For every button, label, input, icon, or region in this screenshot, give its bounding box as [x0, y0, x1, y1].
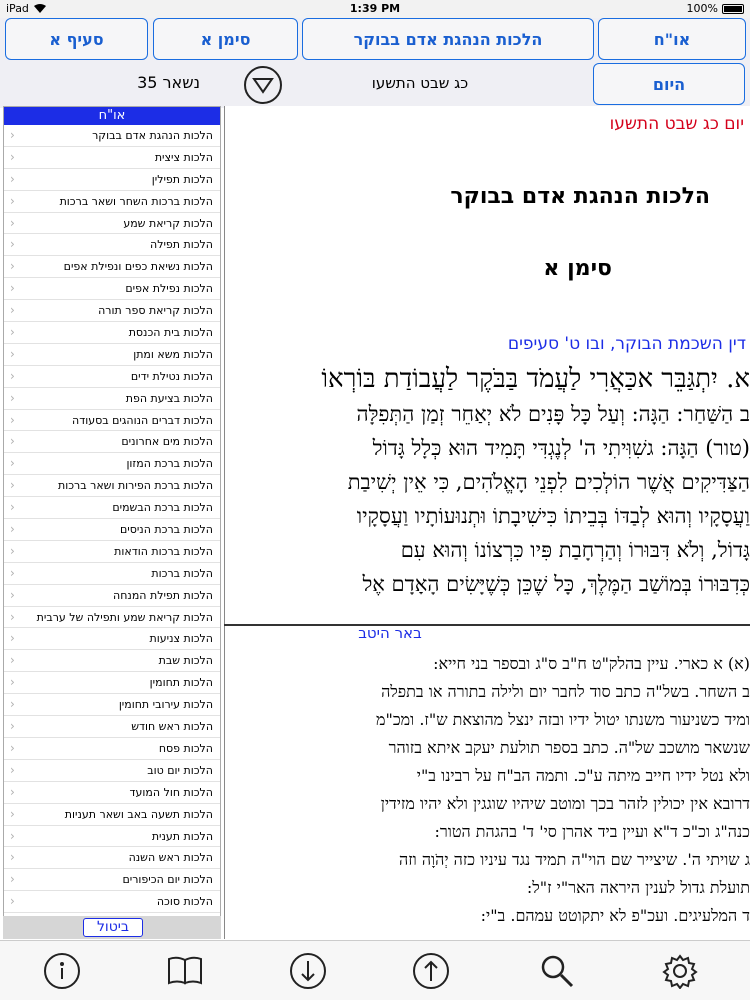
commentary-line: ב השחר. בשל"ה כתב סוד לחבר יום ולילה בתורה או בתפלה — [381, 682, 750, 701]
list-item-label: הלכות קריאת שמע ותפילה של ערבית — [36, 610, 213, 624]
chevron-right-icon: › — [10, 522, 15, 537]
commentary-line: ד המלעיגים. ועכ"פ לא יתקוטט עמהם. ב"י: — [480, 906, 750, 925]
list-item[interactable] — [4, 607, 220, 629]
text-line: גָּדוֹל, וְלֹא דִּבּוּרוֹ וְהַרְחָבַת פִּיו כִּרְצוֹנוֹ וְהוּא עִם — [400, 538, 750, 562]
list-item[interactable] — [4, 300, 220, 322]
status-right — [687, 2, 744, 15]
list-item-label: הלכות יום הכיפורים — [122, 873, 213, 887]
chevron-right-icon: › — [10, 434, 15, 449]
list-item[interactable] — [4, 344, 220, 366]
chevron-right-icon: › — [10, 346, 15, 361]
today-button[interactable]: היום — [593, 63, 745, 105]
gear-icon — [662, 953, 698, 989]
text-line: (טור) הַגָּה: גשִׁוִּיתִי ה' לְנֶגְדִּי תָּמִיד הוּא כְּלָל גָּדוֹל — [372, 436, 750, 460]
chevron-right-icon: › — [10, 719, 15, 734]
list-item[interactable] — [4, 760, 220, 782]
list-item-label: הלכות סוכה — [156, 895, 213, 909]
list-item-label: הלכות עירובי תחומין — [118, 698, 213, 712]
chevron-right-icon: › — [10, 149, 15, 164]
search-button[interactable] — [537, 951, 577, 991]
info-icon — [44, 953, 80, 989]
list-item[interactable] — [4, 738, 220, 760]
list-item-label: הלכות משא ומתן — [133, 347, 213, 361]
chevron-right-icon: › — [10, 872, 15, 887]
hilchot-title: הלכות הנהגת אדם בבוקר — [450, 184, 710, 209]
list-item-label: הלכות תשעה באב ושאר תעניות — [64, 807, 213, 821]
status-time: 1:39 PM — [349, 2, 401, 15]
commentary-title: באר היטב — [358, 626, 422, 642]
top-navigation — [0, 18, 750, 108]
list-item-label: הלכות חול המועד — [129, 785, 213, 799]
list-item[interactable] — [4, 234, 220, 256]
list-item-label: הלכות תחומין — [149, 676, 213, 690]
status-bar — [0, 0, 750, 18]
main-text-panel[interactable] — [224, 106, 750, 626]
list-item[interactable] — [4, 869, 220, 891]
list-item[interactable] — [4, 847, 220, 869]
chevron-right-icon: › — [10, 193, 15, 208]
din-title: דין השכמת הבוקר, ובו ט' סעיפים — [507, 334, 746, 354]
list-item[interactable] — [4, 826, 220, 848]
chevron-right-icon: › — [10, 412, 15, 427]
list-item[interactable] — [4, 410, 220, 432]
chevron-right-icon: › — [10, 828, 15, 843]
text-line: א. יִתְגַּבֵּר אכַּאֲרִי לַעֲמֹד בַּבֹּקֶר לַעֲבוֹדַת בּוֹרְאוֹ — [321, 364, 750, 394]
chevron-right-icon: › — [10, 697, 15, 712]
list-item[interactable] — [4, 716, 220, 738]
list-item-label: הלכות שבת — [158, 654, 213, 668]
chevron-right-icon: › — [10, 806, 15, 821]
text-line: כְּדִבּוּרוֹ בְּמוֹשַׁב הַמֶּלֶךְ, כָּל שֶׁכֵּן כְּשֶׁיָּשִׂים הָאָדָם אֶל — [362, 572, 750, 596]
list-item[interactable] — [4, 519, 220, 541]
list-item-label: הלכות ראש חודש — [131, 720, 213, 734]
list-item[interactable] — [4, 650, 220, 672]
chevron-right-icon: › — [10, 894, 15, 909]
list-item-label: הלכות ברכת הניסים — [119, 523, 213, 537]
commentary-line: דרובא אין יכולין לזהר בכך ומוטב שיהיו שוגגין ולא יהיו מזידין — [380, 794, 750, 813]
chevron-right-icon: › — [10, 565, 15, 580]
list-item-label: הלכות ברכת הפירות ושאר ברכות — [58, 479, 213, 493]
list-item[interactable] — [4, 782, 220, 804]
list-item-label: הלכות בית הכנסת — [128, 326, 213, 340]
list-item-label: הלכות ברכות הודאות — [114, 544, 213, 558]
settings-button[interactable] — [660, 951, 700, 991]
list-item-label: הלכות ציצית — [154, 150, 213, 164]
next-button[interactable] — [288, 951, 328, 991]
text-line: ב הַשַּׁחַר: הַגָּה: וְעַל כָּל פָּנִים לֹא יְאַחֵר זְמַן הַתְּפִלָּה — [356, 402, 750, 426]
list-item[interactable] — [4, 366, 220, 388]
list-item[interactable] — [4, 213, 220, 235]
list-item[interactable] — [4, 475, 220, 497]
list-item-label: הלכות נשיאת כפים ונפילת אפים — [63, 260, 213, 274]
arrow-up-icon — [413, 953, 449, 989]
seif-button[interactable]: סעיף א — [5, 18, 148, 60]
list-item[interactable] — [4, 497, 220, 519]
list-item[interactable] — [4, 891, 220, 913]
commentary-line: תועלת גדול לענין היראה האר"י ז"ל: — [526, 878, 750, 897]
list-item[interactable] — [4, 431, 220, 453]
chevron-right-icon: › — [10, 237, 15, 252]
chevron-right-icon: › — [10, 456, 15, 471]
list-item-label: הלכות ברכות השחר ושאר ברכות — [59, 194, 213, 208]
hilchot-button[interactable]: הלכות הנהגת אדם בבוקר — [302, 18, 594, 60]
commentary-line: ג שויתי ה'. שיצייר שם הוי"ה תמיד נגד עיניו כזה יְהֹוָה וזה — [399, 850, 750, 869]
chevron-right-icon: › — [10, 543, 15, 558]
text-line: הַצַּדִּיקִים אֲשֶׁר הוֹלְכִים לִפְנֵי הָאֱלֹהִים, כִּי אֵין יְשִׁיבַת — [347, 470, 750, 494]
list-item[interactable] — [4, 256, 220, 278]
list-item-label: הלכות מים אחרונים — [121, 435, 213, 449]
hilchot-list — [4, 125, 220, 913]
arrow-down-icon — [290, 953, 326, 989]
chevron-right-icon: › — [10, 653, 15, 668]
list-item[interactable] — [4, 585, 220, 607]
list-item[interactable] — [4, 541, 220, 563]
chevron-right-icon: › — [10, 325, 15, 340]
list-item[interactable] — [4, 694, 220, 716]
chevron-right-icon: › — [10, 259, 15, 274]
cancel-button[interactable]: ביטול — [83, 918, 143, 937]
list-item-label: הלכות נפילת אפים — [125, 282, 213, 296]
list-item[interactable] — [4, 563, 220, 585]
chevron-right-icon: › — [10, 171, 15, 186]
list-item[interactable] — [4, 388, 220, 410]
chevron-right-icon: › — [10, 478, 15, 493]
chevron-right-icon: › — [10, 784, 15, 799]
list-item[interactable] — [4, 147, 220, 169]
list-item[interactable] — [4, 191, 220, 213]
list-item-label: הלכות הנהגת אדם בבוקר — [92, 129, 213, 142]
chevron-right-icon: › — [10, 128, 15, 142]
chevron-right-icon: › — [10, 281, 15, 296]
chevron-right-icon: › — [10, 215, 15, 230]
commentary-panel[interactable] — [224, 626, 750, 939]
list-item-label: הלכות תפילין — [151, 172, 213, 186]
list-item-label: הלכות תפילת המנחה — [113, 588, 213, 602]
dropdown-button[interactable] — [244, 66, 282, 104]
commentary-line: ומיד כשניעור משנתו יטול ידיו ובזה ינצל מהוצאת ש"ז. ומכ"מ — [375, 710, 750, 729]
list-item[interactable] — [4, 453, 220, 475]
chevron-right-icon: › — [10, 609, 15, 624]
search-icon — [540, 954, 574, 988]
chevron-right-icon: › — [10, 500, 15, 515]
book-button[interactable] — [165, 951, 205, 991]
triangle-down-icon — [252, 76, 274, 94]
hilchot-list-panel — [3, 106, 221, 939]
date-label: כג שבט התשעו — [371, 74, 469, 92]
list-item[interactable] — [4, 672, 220, 694]
list-item-label: הלכות נטילת ידים — [130, 369, 213, 383]
commentary-line: כנה"ג וכ"כ ד"א ועיין ביד אהרן סי' ד' בהגהת הטור: — [434, 822, 750, 841]
list-header: או"ח — [4, 107, 220, 125]
list-item[interactable] — [4, 278, 220, 300]
list-item-label: הלכות ברכת המזון — [126, 457, 213, 471]
battery-percent: 100% — [686, 2, 718, 15]
previous-button[interactable] — [411, 951, 451, 991]
orach-chaim-button[interactable]: או"ח — [598, 18, 746, 60]
list-item-label: הלכות ברכת הבשמים — [112, 501, 213, 515]
list-item-label: הלכות צניעות — [149, 632, 213, 646]
text-line: וַעֲסָקָיו וְהוּא לְבַדּוֹ בְּבֵיתוֹ כִּישִׁיבָתוֹ וּתְנוּעוֹתָיו וַעֲסָקָיו — [356, 504, 750, 528]
info-button[interactable] — [42, 951, 82, 991]
battery-icon — [722, 4, 744, 14]
commentary-line: (א) א כארי. עיין בהלק"ט ח"ב ס"ג ובספר בני חייא: — [433, 654, 750, 673]
list-item-label: הלכות קריאת ספר תורה — [98, 304, 213, 318]
chevron-right-icon: › — [10, 850, 15, 865]
bottom-toolbar — [0, 940, 750, 1000]
device-label: iPad — [6, 2, 29, 15]
list-item-label: הלכות תפילה — [150, 238, 213, 252]
chevron-right-icon: › — [10, 303, 15, 318]
list-item-label: הלכות יום טוב — [147, 763, 213, 777]
list-item-label: הלכות קריאת שמע — [123, 216, 213, 230]
list-item[interactable] — [4, 628, 220, 650]
commentary-line: שנשאר מושכב של"ה. כתב בספר תולעת יעקב איתא בזוהר — [388, 738, 750, 757]
list-item-label: הלכות דברים הנוהגים בסעודה — [72, 413, 213, 427]
list-item[interactable] — [4, 804, 220, 826]
list-item-label: הלכות בציעת הפת — [125, 391, 213, 405]
list-item-label: הלכות תענית — [151, 829, 213, 843]
commentary-line: ולא נטל ידיו חייב מיתה ע"כ. ותמה הב"ח על רבינו ב"י — [416, 766, 750, 785]
book-icon — [166, 956, 204, 986]
siman-button[interactable]: סימן א — [153, 18, 298, 60]
chevron-right-icon: › — [10, 587, 15, 602]
siman-title: סימן א — [543, 256, 612, 281]
day-label: יום כג שבט התשעו — [609, 114, 744, 134]
chevron-right-icon: › — [10, 740, 15, 755]
list-item-label: הלכות ברכות — [151, 566, 213, 580]
chevron-right-icon: › — [10, 390, 15, 405]
list-item-label: הלכות פסח — [158, 741, 213, 755]
list-item[interactable] — [4, 322, 220, 344]
chevron-right-icon: › — [10, 762, 15, 777]
list-item[interactable] — [4, 125, 220, 147]
chevron-right-icon: › — [10, 631, 15, 646]
list-item[interactable] — [4, 169, 220, 191]
chevron-right-icon: › — [10, 368, 15, 383]
remaining-count: נשאר 35 — [137, 73, 200, 92]
chevron-right-icon: › — [10, 675, 15, 690]
list-item-label: הלכות ראש השנה — [128, 851, 213, 865]
